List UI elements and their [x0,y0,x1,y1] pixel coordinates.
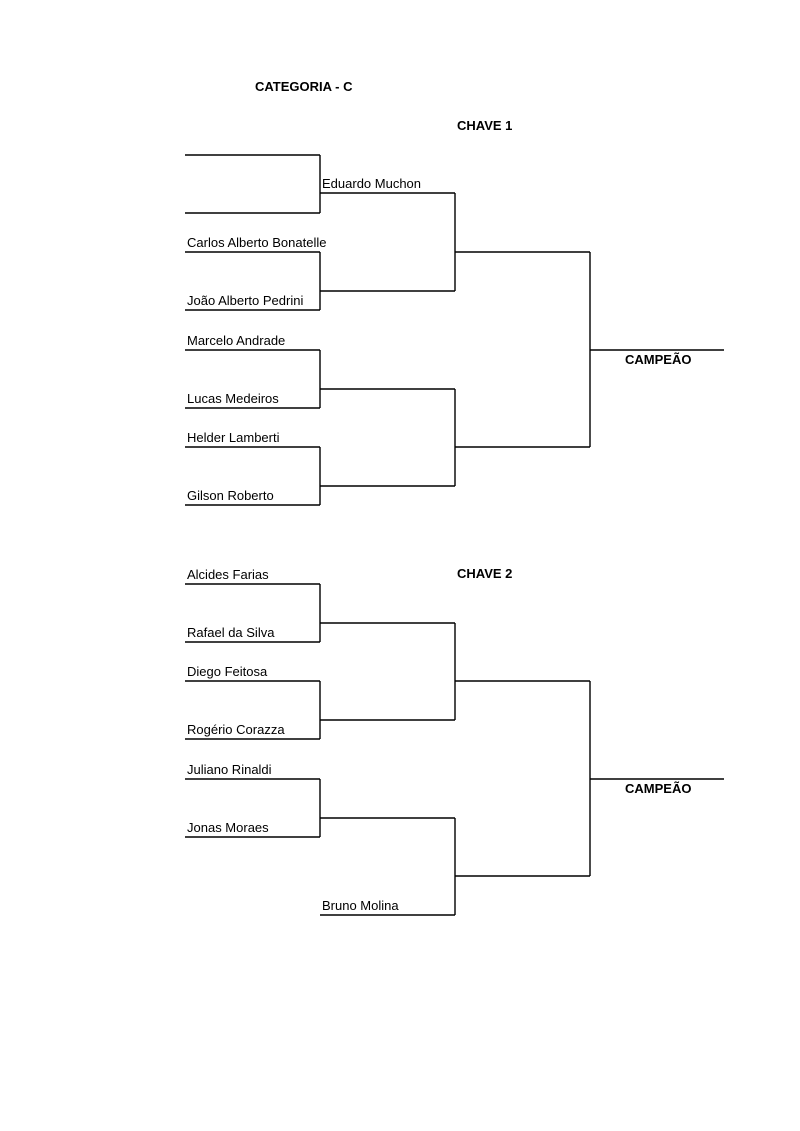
b1-round1-player-4: João Alberto Pedrini [187,293,304,308]
b2-round1-player-5: Juliano Rinaldi [187,762,272,777]
b1-round1-player-3: Carlos Alberto Bonatelle [187,235,327,250]
b2-round1-player-2: Rafael da Silva [187,625,275,640]
b1-round1-player-8: Gilson Roberto [187,488,274,503]
b1-round2-player-1: Eduardo Muchon [322,176,422,191]
category-title: CATEGORIA - C [255,79,353,94]
b1-champion-label: CAMPEÃO [625,352,692,367]
bracket1-title: CHAVE 1 [457,118,513,133]
b1-round1-player-7: Helder Lamberti [187,430,280,445]
bracket2-title: CHAVE 2 [457,566,513,581]
b2-round1-player-6: Jonas Moraes [187,820,269,835]
b1-round1-player-5: Marcelo Andrade [187,333,286,348]
b2-round1-player-4: Rogério Corazza [187,722,285,737]
b2-champion-label: CAMPEÃO [625,781,692,796]
b2-round1-player-1: Alcides Farias [187,567,269,582]
b2-round1-player-3: Diego Feitosa [187,664,268,679]
b2-round2-bye-player: Bruno Molina [322,898,399,913]
b1-round1-player-6: Lucas Medeiros [187,391,279,406]
